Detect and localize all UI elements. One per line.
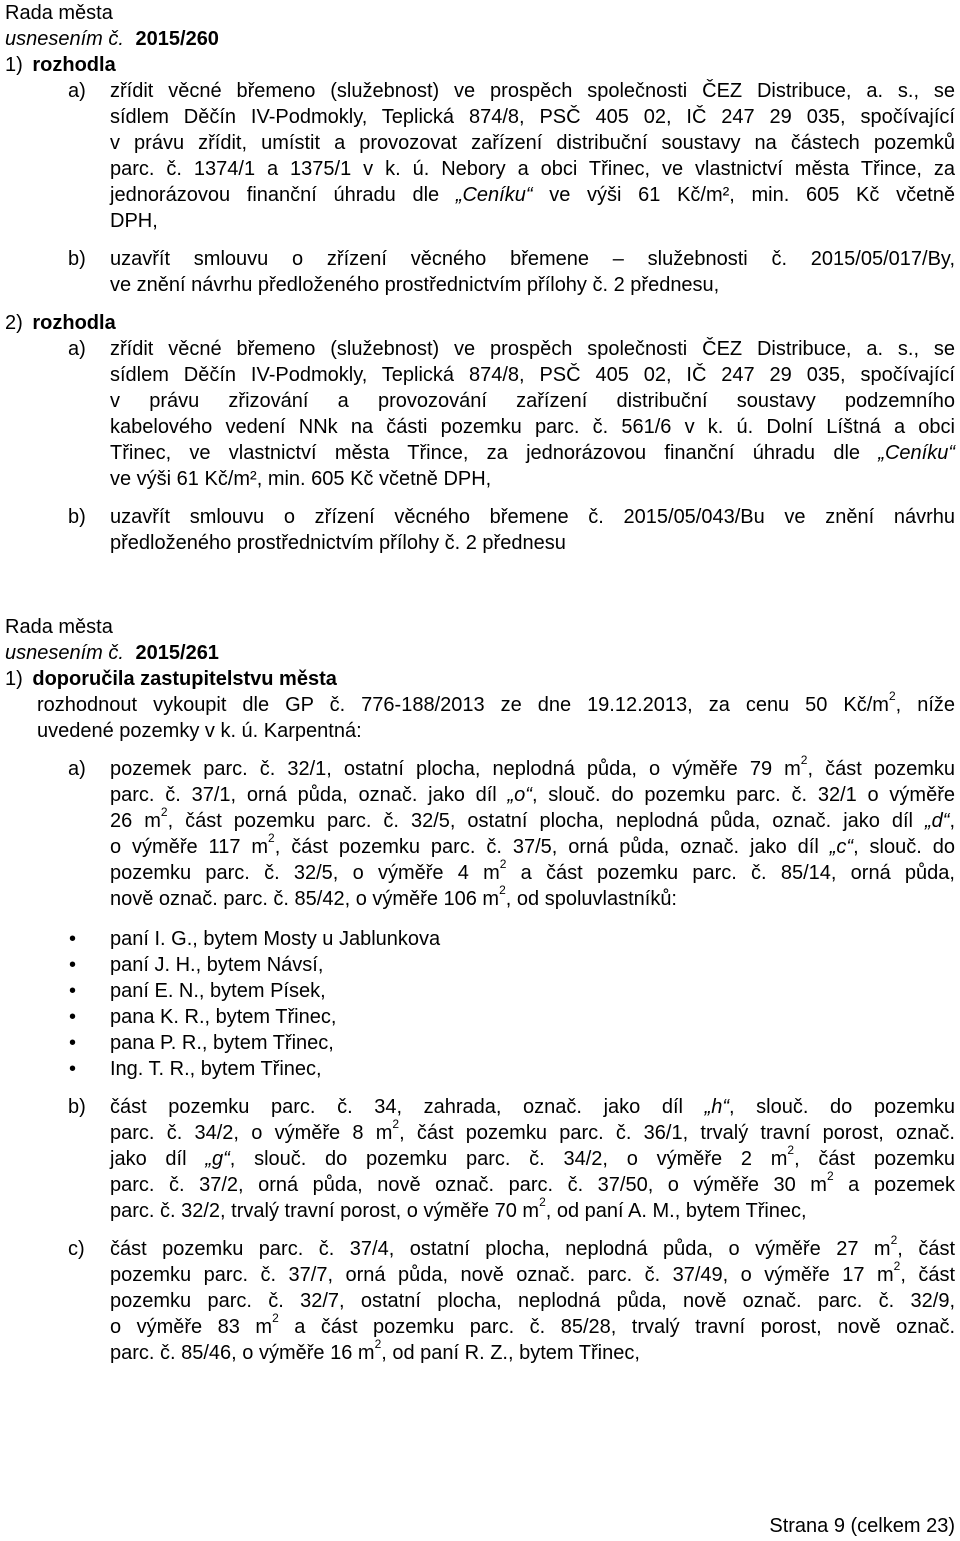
text-fragment: parc. č. 32/2, trvalý travní porost, o výměře 70 m [110,1200,540,1222]
text-fragment: , část pozemku parc. č. 32/5, ostatní plocha, neplodná půda, označ. jako díl [167,810,925,832]
text-fragment: jako díl [110,1148,206,1170]
text-fragment: , část [900,1264,956,1286]
resolution-number-line [5,26,955,52]
superscript: 2 [787,1143,795,1157]
text-line [110,182,955,208]
text-line [110,1233,955,1262]
text-fragment: parc. č. 37/1, orná půda, označ. jako díl [110,784,508,806]
text-fragment: , níže [895,694,956,716]
text-line: sídlem Děčín IV-Podmokly, Teplická 874/8, PSČ 405 02, IČ 247 29 035, spočívající [110,106,955,128]
text-line: DPH, [110,210,158,232]
text-fragment: , část [897,1238,955,1260]
superscript: 2 [826,1169,834,1183]
council-header: Rada města [5,616,113,638]
text-fragment: , část pozemku [794,1148,955,1170]
item-b [5,246,955,298]
italic-term: „d“ [925,810,950,832]
text-fragment: pozemku parc. č. 37/7, orná půda, nově označ. parc. č. 37/49, o výměře 17 m [110,1264,894,1286]
text-fragment: , slouč. do pozemku [729,1096,955,1118]
superscript: 2 [374,1337,382,1351]
item-b [5,504,955,556]
text-fragment: , od paní A. M., bytem Třinec, [545,1200,807,1222]
text-fragment: parc. č. 85/46, o výměře 16 m [110,1342,375,1364]
text-fragment: , slouč. do pozemku parc. č. 32/1 o výměře [531,784,955,806]
item-marker: a) [68,338,86,360]
text-line: sídlem Děčín IV-Podmokly, Teplická 874/8, PSČ 405 02, IČ 247 29 035, spočívající [110,364,955,386]
text-line [110,1259,956,1288]
point-number: 1) [5,668,23,690]
text-line [110,753,955,782]
point-heading [5,666,955,692]
document-page [5,0,955,1366]
text-line: v právu zřizování a provozování zařízení distribuční soustavy podzemního [110,390,955,412]
text-fragment: parc. č. 37/2, orná půda, nově označ. parc. č. 37/50, o výměře 30 m [110,1174,827,1196]
text-line [110,857,955,886]
text-line [37,689,956,718]
text-line [110,1117,955,1146]
text-fragment: část pozemku parc. č. 34, zahrada, označ. jako díl [110,1096,705,1118]
text-fragment: jednorázovou finanční úhradu dle [110,184,456,206]
text-fragment: pozemku parc. č. 32/5, o výměře 4 m [110,862,500,884]
text-fragment: , od spoluvlastníků: [505,888,677,910]
superscript: 2 [499,883,506,897]
superscript: 2 [800,753,808,767]
text-line [110,440,955,466]
text-fragment: rozhodnout vykoupit dle GP č. 776-188/2013 ze dne 19.12.2013, za cenu 50 Kč/m [37,694,889,716]
point-label: rozhodla [32,312,116,334]
italic-term: „c“ [829,836,854,858]
superscript: 2 [888,689,896,703]
resolution-261 [5,614,955,1366]
superscript: 2 [893,1259,901,1273]
point-number: 2) [5,312,23,334]
superscript: 2 [392,1117,400,1131]
text-line [110,1195,955,1224]
italic-term: „Ceníku“ [878,442,955,464]
item-a [5,753,956,912]
page-number: Strana 9 (celkem 23) [769,1515,955,1537]
item-a [5,336,955,492]
italic-term: „h“ [704,1096,730,1118]
text-line [110,1311,955,1340]
superscript: 2 [539,1195,546,1209]
text-fragment: , slouč. do pozemku parc. č. 34/2, o výměře 2 m [229,1148,788,1170]
text-line: předloženého prostřednictvím přílohy č. 2 přednesu [110,532,566,554]
superscript: 2 [160,805,168,819]
item-c [5,1233,956,1366]
point-heading [5,310,955,336]
text-fragment: , část pozemku [807,758,955,780]
superscript: 2 [499,857,507,871]
owners-list [5,926,955,1082]
text-line: zřídit věcné břemeno (služebnost) ve prospěch společnosti ČEZ Distribuce, a. s., se [110,80,955,102]
text-fragment: , slouč. do [853,836,955,858]
text-fragment: , část pozemku parc. č. 37/5, orná půda, označ. jako díl [274,836,830,858]
text-fragment: ve výši 61 Kč/m², min. 605 Kč včetně [532,184,955,206]
text-fragment: 26 m [110,810,161,832]
item-a [5,78,955,234]
list-item: • Ing. T. R., bytem Třinec, [5,1056,955,1082]
text-fragment: a část pozemku parc. č. 85/28, trvalý travní porost, nově označ. [278,1316,955,1338]
item-marker: b) [68,1096,86,1118]
text-line: pozemku parc. č. 32/7, ostatní plocha, neplodná půda, nově označ. parc. č. 32/9, [110,1290,955,1312]
text-fragment: nově označ. parc. č. 85/42, o výměře 106 m [110,888,500,910]
item-marker: b) [68,506,86,528]
usneseni-label: usnesením č. [5,642,124,664]
text-line: uzavřít smlouvu o zřízení věcného břemene – služebnosti č. 2015/05/017/By, [110,248,955,270]
superscript: 2 [890,1233,898,1247]
intro-text [37,689,956,744]
item-marker: c) [68,1238,85,1260]
point-number: 1) [5,54,23,76]
item-b [5,1094,955,1224]
text-fragment: o výměře 117 m [110,836,269,858]
italic-term: „Ceníku“ [455,184,533,206]
text-fragment: , část pozemku parc. č. 36/1, trvalý travní porost, označ. [399,1122,955,1144]
text-fragment: pozemek parc. č. 32/1, ostatní plocha, neplodná půda, o výměře 79 m [110,758,801,780]
point-label: rozhodla [32,54,116,76]
list-item: • pana K. R., bytem Třinec, [5,1004,955,1030]
text-line [110,805,956,834]
text-fragment: a pozemek [833,1174,955,1196]
text-fragment: , [949,810,956,832]
list-item: • paní I. G., bytem Mosty u Jablunkova [5,926,955,952]
text-fragment: a část pozemku parc. č. 85/14, orná půda, [506,862,955,884]
superscript: 2 [272,1311,279,1325]
usneseni-label: usnesením č. [5,28,124,50]
list-item: • paní E. N., bytem Písek, [5,978,955,1004]
resolution-number: 2015/261 [135,642,219,664]
text-line: ve znění návrhu předloženého prostřednictvím přílohy č. 2 přednesu, [110,274,720,296]
text-line [110,1337,955,1366]
list-item: • pana P. R., bytem Třinec, [5,1030,955,1056]
text-fragment: část pozemku parc. č. 37/4, ostatní plocha, neplodná půda, o výměře 27 m [110,1238,891,1260]
text-fragment: , od paní R. Z., bytem Třinec, [381,1342,640,1364]
text-line: v právu zřídit, umístit a provozovat zařízení distribuční soustavy na částech pozemků [110,132,955,154]
italic-term: „o“ [507,784,532,806]
council-header: Rada města [5,2,113,24]
text-line: uvedené pozemky v k. ú. Karpentná: [37,720,362,742]
text-fragment: parc. č. 34/2, o výměře 8 m [110,1122,393,1144]
text-line [110,782,955,808]
text-line [110,1094,955,1120]
text-fragment: o výměře 83 m [110,1316,273,1338]
text-line: parc. č. 1374/1 a 1375/1 v k. ú. Nebory a obci Třinec, ve vlastnictví města Třince, za [110,158,955,180]
point-label: doporučila zastupitelstvu města [32,668,337,690]
text-line: ve výši 61 Kč/m², min. 605 Kč včetně DPH, [110,468,492,490]
text-line: zřídit věcné břemeno (služebnost) ve prospěch společnosti ČEZ Distribuce, a. s., se [110,338,955,360]
text-line: uzavřít smlouvu o zřízení věcného břemene č. 2015/05/043/Bu ve znění návrhu [110,506,955,528]
text-line [110,883,955,912]
text-fragment: Třinec, ve vlastnictví města Třince, za jednorázovou finanční úhradu dle [110,442,879,464]
resolution-260 [5,0,955,556]
superscript: 2 [268,831,275,845]
list-item: • paní J. H., bytem Návsí, [5,952,955,978]
text-line: kabelového vedení NNk na části pozemku parc. č. 561/6 v k. ú. Dolní Líštná a obci [110,416,955,438]
resolution-number: 2015/260 [135,28,219,50]
text-line [110,1169,955,1198]
item-marker: b) [68,248,86,270]
item-marker: a) [68,758,86,780]
item-marker: a) [68,80,86,102]
italic-term: „g“ [205,1148,230,1170]
resolution-number-line [5,640,955,666]
point-heading [5,52,955,78]
text-line [110,831,955,860]
